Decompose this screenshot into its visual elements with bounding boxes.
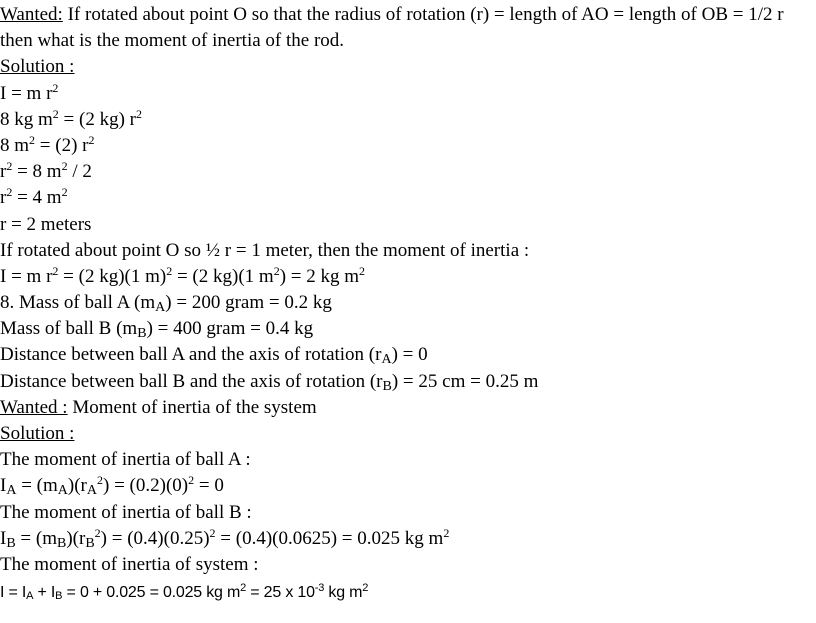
equation-line bbox=[0, 185, 816, 211]
result-line bbox=[0, 212, 816, 238]
superscript: 2 bbox=[52, 263, 59, 278]
subscript: A bbox=[86, 483, 98, 499]
text-fragment: ) = 0 bbox=[391, 344, 428, 366]
superscript: 2 bbox=[359, 263, 366, 278]
superscript: 2 bbox=[166, 263, 173, 278]
final-equation-line bbox=[0, 578, 816, 606]
text-fragment: = (m bbox=[15, 527, 57, 549]
solution-heading bbox=[0, 421, 816, 447]
subscript: A bbox=[57, 483, 68, 499]
text-fragment: = (0.4)(0.0625) = 0.025 kg m bbox=[215, 527, 444, 549]
superscript: 2 bbox=[52, 106, 59, 121]
text-line bbox=[0, 238, 816, 264]
text-fragment: ) = 200 gram = 0.2 kg bbox=[165, 292, 332, 314]
superscript: 2 bbox=[61, 159, 68, 174]
subscript: B bbox=[137, 326, 147, 342]
superscript: 2 bbox=[52, 80, 59, 95]
subscript: B bbox=[85, 535, 95, 551]
superscript: 2 bbox=[94, 525, 101, 540]
text-fragment: If rotated about point O so ½ r = 1 meter, then the moment of inertia : bbox=[0, 239, 530, 261]
text-fragment: ) = (0.2)(0) bbox=[103, 475, 189, 497]
equation-line bbox=[0, 133, 816, 159]
text-fragment: I = m r bbox=[0, 82, 53, 104]
text-fragment: = 8 m bbox=[12, 161, 62, 183]
text-fragment: Distance between ball A and the axis of rotation (r bbox=[0, 344, 382, 366]
superscript: 2 bbox=[240, 582, 247, 595]
superscript: 2 bbox=[362, 582, 369, 595]
subscript: B bbox=[382, 378, 392, 394]
superscript: 2 bbox=[6, 185, 13, 200]
text-line bbox=[0, 447, 816, 473]
text-fragment: I = m r bbox=[0, 265, 53, 287]
text-fragment: = (2) r bbox=[35, 134, 89, 156]
wanted-line bbox=[0, 395, 816, 421]
subscript: B bbox=[6, 535, 16, 551]
equation-line bbox=[0, 81, 816, 107]
subscript: A bbox=[381, 352, 392, 368]
text-fragment: The moment of inertia of ball A : bbox=[0, 449, 251, 471]
superscript: 2 bbox=[188, 473, 195, 488]
text-fragment: = (m bbox=[16, 475, 58, 497]
text-fragment: I bbox=[0, 475, 7, 497]
text-fragment: = 0 + 0.025 = 0.025 kg m bbox=[62, 584, 241, 602]
text-fragment: I = I bbox=[0, 584, 27, 602]
problem-statement bbox=[0, 2, 816, 54]
text-fragment: Solution : bbox=[0, 56, 75, 78]
text-fragment: = 4 m bbox=[12, 187, 62, 209]
text-fragment: Mass of ball B (m bbox=[0, 318, 138, 340]
text-fragment: 8 kg m bbox=[0, 108, 53, 130]
text-fragment: )(r bbox=[66, 527, 86, 549]
text-fragment: )(r bbox=[67, 475, 87, 497]
text-fragment: ) = 25 cm = 0.25 m bbox=[391, 370, 539, 392]
text-fragment: 8. Mass of ball A (m bbox=[0, 292, 156, 314]
text-fragment: r bbox=[0, 187, 7, 209]
superscript: -3 bbox=[314, 582, 325, 595]
subscript: B bbox=[55, 590, 63, 603]
superscript: 2 bbox=[61, 185, 68, 200]
given-line bbox=[0, 290, 816, 316]
equation-line bbox=[0, 107, 816, 133]
given-line bbox=[0, 342, 816, 368]
text-fragment: Solution : bbox=[0, 423, 75, 445]
text-fragment: = (2 kg)(1 m) bbox=[58, 265, 167, 287]
text-fragment: = (2 kg) r bbox=[58, 108, 136, 130]
text-fragment: r = 2 meters bbox=[0, 213, 92, 235]
text-fragment: kg m bbox=[324, 584, 363, 602]
text-fragment: Moment of inertia of the system bbox=[67, 396, 317, 418]
superscript: 2 bbox=[209, 525, 216, 540]
equation-line bbox=[0, 526, 816, 552]
subscript: A bbox=[26, 590, 34, 603]
text-fragment: If rotated about point O so that the radius of rotation (r) = length of AO = length of OB = 1/2 r then what is the moment of inertia of the rod. bbox=[0, 4, 784, 52]
superscript: 2 bbox=[443, 525, 450, 540]
equation-line bbox=[0, 159, 816, 185]
subscript: A bbox=[6, 483, 17, 499]
text-fragment: Distance between ball B and the axis of rotation (r bbox=[0, 370, 383, 392]
equation-line bbox=[0, 264, 816, 290]
text-fragment: ) = (0.4)(0.25) bbox=[100, 527, 210, 549]
text-fragment: The moment of inertia of ball B : bbox=[0, 501, 252, 523]
text-fragment: ) = 2 kg m bbox=[279, 265, 360, 287]
superscript: 2 bbox=[88, 132, 95, 147]
text-fragment: The moment of inertia of system : bbox=[0, 553, 259, 575]
text-fragment: ) = 400 gram = 0.4 kg bbox=[146, 318, 314, 340]
superscript: 2 bbox=[273, 263, 280, 278]
superscript: 2 bbox=[97, 473, 104, 488]
wanted-heading: Wanted : bbox=[0, 396, 68, 418]
wanted-heading: Wanted: bbox=[0, 4, 63, 25]
text-fragment: 8 m bbox=[0, 134, 30, 156]
subscript: B bbox=[57, 535, 67, 551]
given-line bbox=[0, 369, 816, 395]
text-fragment: I bbox=[0, 527, 7, 549]
text-fragment: = (2 kg)(1 m bbox=[172, 265, 274, 287]
text-line bbox=[0, 552, 816, 578]
text-line bbox=[0, 500, 816, 526]
subscript: A bbox=[155, 300, 166, 316]
text-fragment: = 25 x 10 bbox=[246, 584, 315, 602]
text-fragment: + I bbox=[33, 584, 56, 602]
superscript: 2 bbox=[29, 132, 36, 147]
equation-line bbox=[0, 473, 816, 499]
text-fragment: = 0 bbox=[194, 475, 224, 497]
superscript: 2 bbox=[135, 106, 142, 121]
solution-heading bbox=[0, 54, 816, 80]
given-line bbox=[0, 316, 816, 342]
superscript: 2 bbox=[6, 159, 13, 174]
document-body bbox=[0, 2, 816, 606]
text-fragment: r bbox=[0, 161, 7, 183]
text-fragment: / 2 bbox=[67, 161, 92, 183]
